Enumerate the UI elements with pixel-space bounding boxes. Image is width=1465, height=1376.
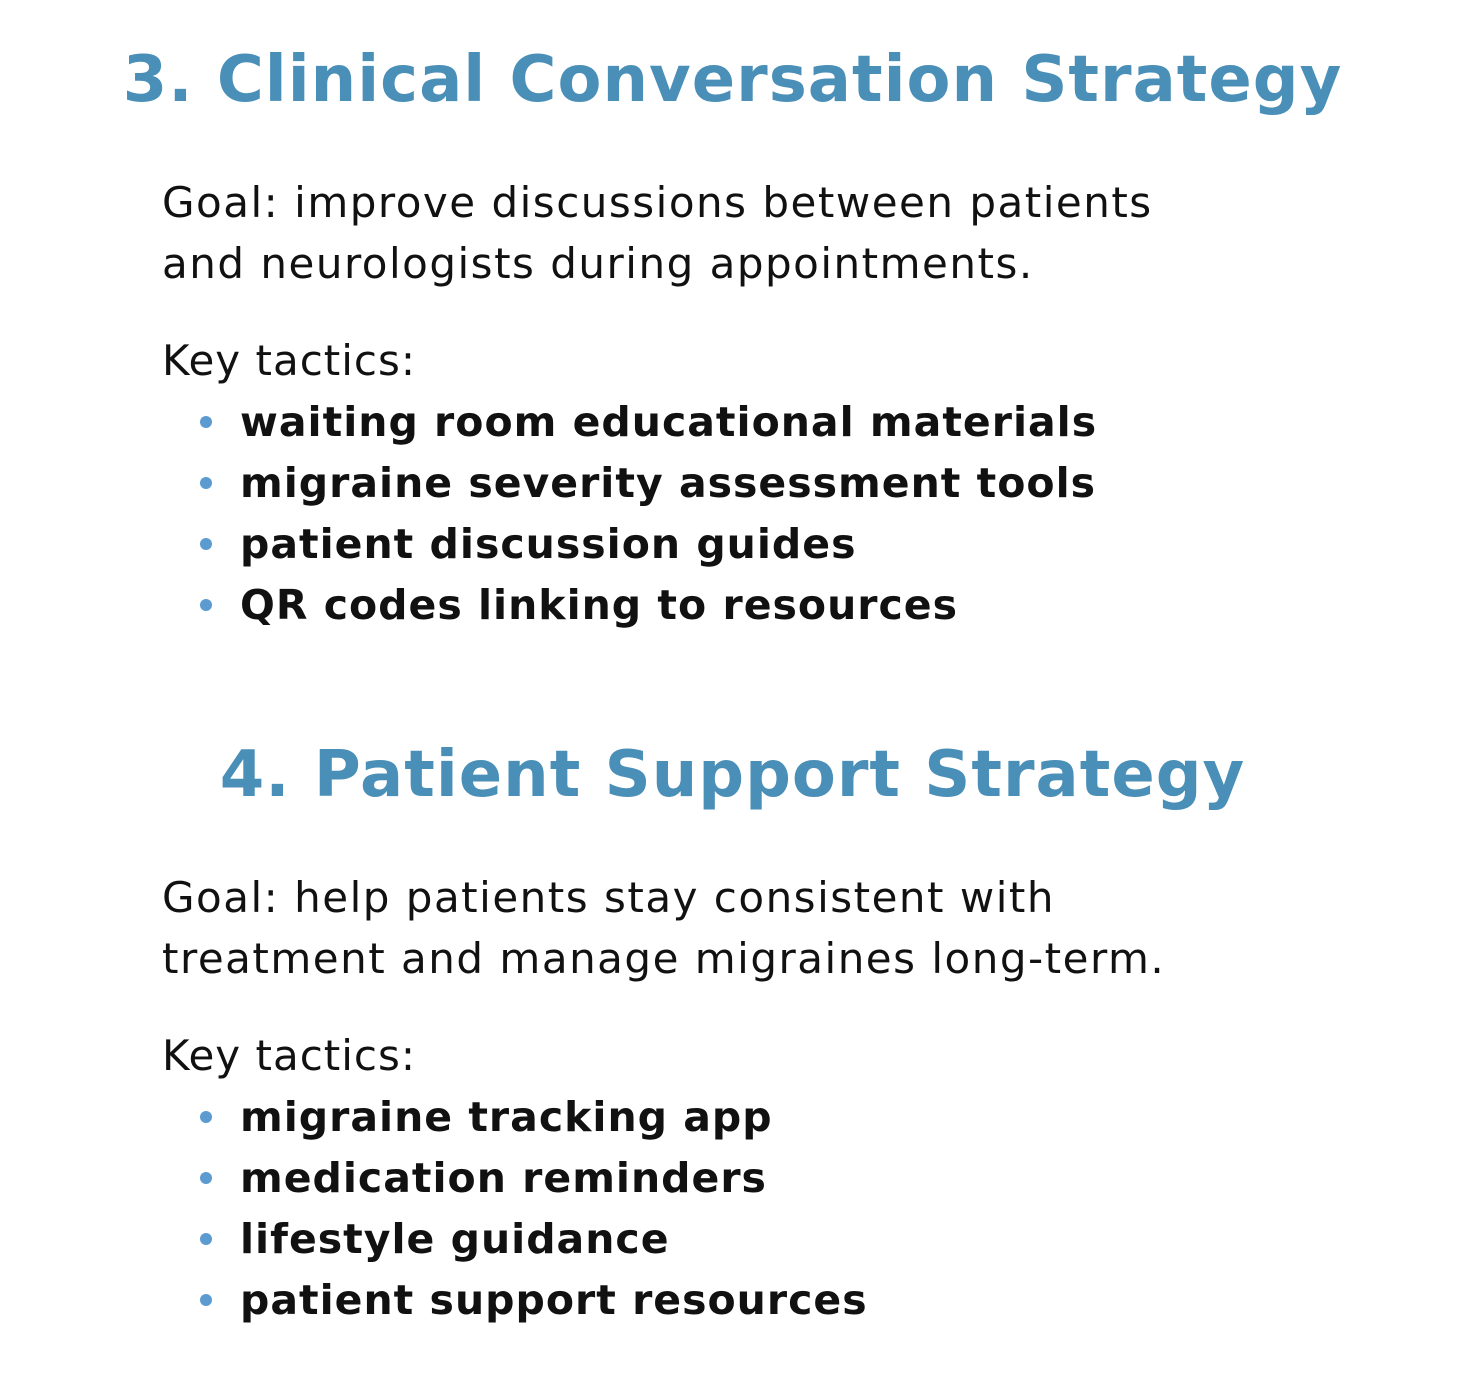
goal-text xyxy=(162,172,1342,294)
tactics-list xyxy=(200,1086,868,1330)
bullet-icon xyxy=(200,477,212,489)
list-item xyxy=(200,391,1097,452)
list-item xyxy=(200,1086,868,1147)
tactic-text: medication reminders xyxy=(240,1153,767,1202)
bullet-icon xyxy=(200,1233,212,1245)
bullet-icon xyxy=(200,599,212,611)
goal-line: Goal: improve discussions between patients xyxy=(162,178,1153,227)
tactic-text: QR codes linking to resources xyxy=(240,580,958,629)
tactics-label: Key tactics: xyxy=(162,336,417,385)
list-item xyxy=(200,1208,868,1269)
list-item xyxy=(200,1147,868,1208)
goal-line: treatment and manage migraines long-term. xyxy=(162,934,1166,983)
section-heading: 3. Clinical Conversation Strategy xyxy=(122,43,1343,117)
bullet-icon xyxy=(200,416,212,428)
clinical-conversation-section xyxy=(0,0,1465,629)
list-item xyxy=(200,574,1097,635)
bullet-icon xyxy=(200,1294,212,1306)
goal-text xyxy=(162,867,1342,989)
goal-line: and neurologists during appointments. xyxy=(162,239,1034,288)
bullet-icon xyxy=(200,1111,212,1123)
list-item xyxy=(200,452,1097,513)
tactics-list xyxy=(200,391,1097,635)
goal-line: Goal: help patients stay consistent with xyxy=(162,873,1055,922)
bullet-icon xyxy=(200,1172,212,1184)
patient-support-section xyxy=(0,695,1465,1324)
tactic-text: migraine tracking app xyxy=(240,1092,773,1141)
section-heading: 4. Patient Support Strategy xyxy=(219,738,1246,812)
tactic-text: lifestyle guidance xyxy=(240,1214,670,1263)
list-item xyxy=(200,1269,868,1330)
tactic-text: waiting room educational materials xyxy=(240,397,1098,446)
tactic-text: patient discussion guides xyxy=(240,519,857,568)
tactic-text: patient support resources xyxy=(240,1275,868,1324)
tactic-text: migraine severity assessment tools xyxy=(240,458,1097,507)
tactics-label: Key tactics: xyxy=(162,1031,417,1080)
bullet-icon xyxy=(200,538,212,550)
list-item xyxy=(200,513,1097,574)
